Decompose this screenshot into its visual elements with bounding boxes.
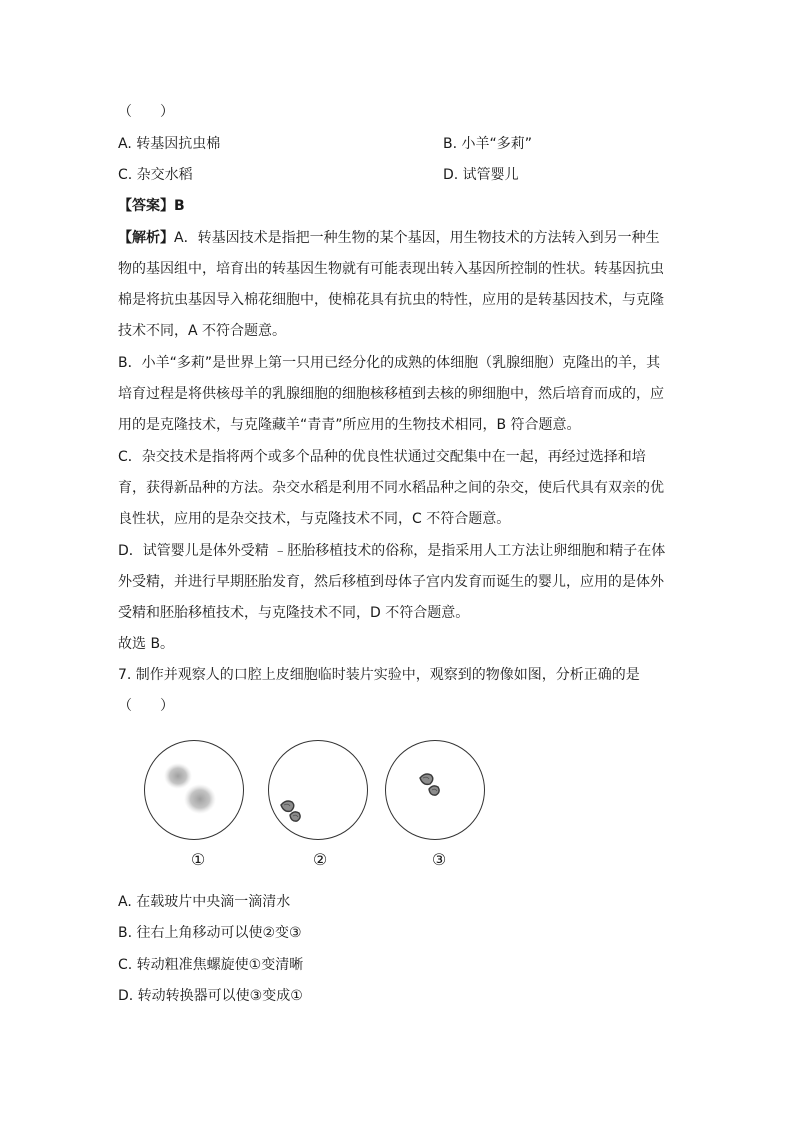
analysis-line-9: 育，获得新品种的方法。杂交水稻是利用不同水稻品种之间的杂交，使后代具有双亲的优 xyxy=(118,480,664,496)
blurry-cells-image xyxy=(143,739,243,839)
q7-option-c: C. 转动粗准焦螺旋使①变清晰 xyxy=(118,957,304,973)
analysis-line-8: C．杂交技术是指将两个或多个品种的优良性状通过交配集中在一起，再经过选择和培 xyxy=(118,449,646,465)
analysis-line-12: 外受精，并进行早期胚胎发育，然后移植到母体子宫内发育而诞生的婴儿，应用的是体外 xyxy=(118,574,664,590)
analysis-line-4: 技术不同，A 不符合题意。 xyxy=(118,323,287,339)
analysis-line-3: 棉是将抗虫基因导入棉花细胞中，使棉花具有抗虫的特性，应用的是转基因技术，与克隆 xyxy=(118,292,664,308)
analysis-line-7: 用的是克隆技术，与克隆藏羊“青青”所应用的生物技术相同，B 符合题意。 xyxy=(118,417,581,433)
option-b: B. 小羊“多莉” xyxy=(443,136,533,152)
analysis-label: 【解析】 xyxy=(118,230,174,246)
view-2-circle xyxy=(268,740,368,840)
analysis-line-2: 物的基因组中，培育出的转基因生物就有可能表现出转入基因所控制的性状。转基因抗虫 xyxy=(118,261,664,277)
analysis-line-5: B．小羊“多莉”是世界上第一只用已经分化的成熟的体细胞（乳腺细胞）克隆出的羊，其 xyxy=(118,355,661,371)
cells-lower-left-image xyxy=(267,739,367,839)
q7-option-b: B. 往右上角移动可以使②变③ xyxy=(118,925,302,941)
figure-label-3: ③ xyxy=(431,850,447,869)
question-7-stem: 7. 制作并观察人的口腔上皮细胞临时装片实验中，观察到的物像如图，分析正确的是 xyxy=(118,667,640,683)
q7-option-a: A. 在载玻片中央滴一滴清水 xyxy=(118,894,291,910)
analysis-line-6: 培育过程是将供核母羊的乳腺细胞的细胞核移植到去核的卵细胞中，然后培育而成的，应 xyxy=(118,386,664,402)
option-c: C. 杂交水稻 xyxy=(118,167,193,183)
analysis-line-10: 良性状，应用的是杂交技术，与克隆技术不同，C 不符合题意。 xyxy=(118,511,511,527)
option-d: D. 试管婴儿 xyxy=(443,167,519,183)
analysis-line-13: 受精和胚胎移植技术，与克隆技术不同，D 不符合题意。 xyxy=(118,605,470,621)
view-1-circle xyxy=(144,740,244,840)
question-bracket: （ ） xyxy=(118,104,174,120)
analysis-line-1: 【解析】A．转基因技术是指把一种生物的某个基因，用生物技术的方法转入到另一种生 xyxy=(118,230,660,246)
q7-option-d: D. 转动转换器可以使③变成① xyxy=(118,988,303,1004)
answer: 【答案】B xyxy=(118,198,185,214)
view-3-circle xyxy=(385,740,485,840)
question-7-bracket: （ ） xyxy=(118,698,174,714)
microscope-figure xyxy=(130,736,510,876)
figure-label-2: ② xyxy=(312,850,328,869)
figure-label-1: ① xyxy=(190,850,206,869)
conclusion: 故选 B。 xyxy=(118,636,175,652)
analysis-line-11: D．试管婴儿是体外受精 ﹣胚胎移植技术的俗称，是指采用人工方法让卵细胞和精子在体 xyxy=(118,543,666,559)
option-a: A. 转基因抗虫棉 xyxy=(118,136,221,152)
cells-center-image xyxy=(384,739,484,839)
